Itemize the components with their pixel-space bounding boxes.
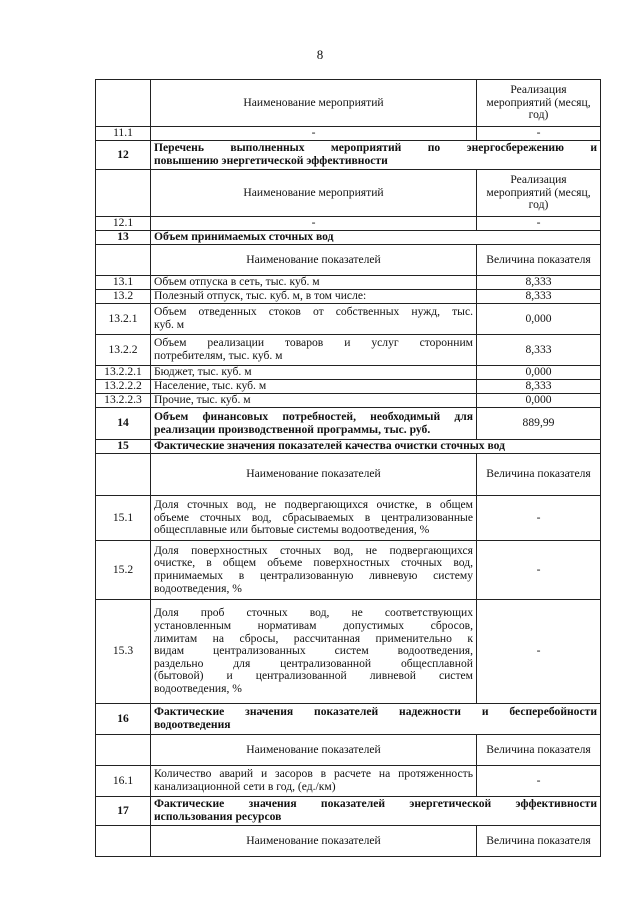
row-value: - xyxy=(477,600,601,704)
section-number: 12 xyxy=(96,141,151,170)
row-number: 13.2.2.2 xyxy=(96,380,151,394)
column-header-value: Величина показателя xyxy=(477,826,601,857)
row-label: Объем отведенных стоков от собственных нужд, тыс. куб. м xyxy=(151,304,477,335)
header-row xyxy=(96,170,601,217)
page-number: 8 xyxy=(316,47,324,62)
row-label: Объем реализации товаров и услуг сторонним потребителям, тыс. куб. м xyxy=(151,335,477,366)
table-row xyxy=(96,276,601,290)
row-value: 889,99 xyxy=(477,408,601,440)
section-title: Объем принимаемых сточных вод xyxy=(151,231,601,245)
num-cell xyxy=(96,80,151,127)
table-row xyxy=(96,766,601,797)
row-number: 15.3 xyxy=(96,600,151,704)
row-value: 8,333 xyxy=(477,276,601,290)
column-header-name: Наименование показателей xyxy=(151,826,477,857)
table-row xyxy=(96,217,601,231)
section-row xyxy=(96,440,601,454)
row-label: Население, тыс. куб. м xyxy=(151,380,477,394)
row-label: Доля сточных вод, не подвергающихся очистке, в общем объеме сточных вод, сбрасываемых в централизованные общесплавные или бытовые системы водоотведения, % xyxy=(151,496,477,541)
row-value: - xyxy=(477,217,601,231)
row-value: 8,333 xyxy=(477,335,601,366)
num-cell xyxy=(96,170,151,217)
section-number: 13 xyxy=(96,231,151,245)
header-row xyxy=(96,826,601,857)
row-number: 13.2 xyxy=(96,290,151,304)
table-row xyxy=(96,290,601,304)
row-number: 13.2.2.1 xyxy=(96,366,151,380)
row-number: 12.1 xyxy=(96,217,151,231)
column-header-value: Реализация мероприятий (месяц, год) xyxy=(477,80,601,127)
section-number: 14 xyxy=(96,408,151,440)
table-row xyxy=(96,600,601,704)
production-program-table xyxy=(95,79,601,857)
num-cell xyxy=(96,454,151,496)
table-row xyxy=(96,394,601,408)
table-row xyxy=(96,496,601,541)
row-value: 8,333 xyxy=(477,380,601,394)
section-number: 17 xyxy=(96,797,151,826)
column-header-name: Наименование мероприятий xyxy=(151,170,477,217)
row-value: - xyxy=(477,496,601,541)
row-value: - xyxy=(477,541,601,600)
num-cell xyxy=(96,245,151,276)
column-header-name: Наименование мероприятий xyxy=(151,80,477,127)
section-row xyxy=(96,231,601,245)
row-label: - xyxy=(151,217,477,231)
header-row xyxy=(96,454,601,496)
row-value: 8,333 xyxy=(477,290,601,304)
column-header-value: Величина показателя xyxy=(477,245,601,276)
section-row xyxy=(96,141,601,170)
section-title: Фактические значения показателей надежности и бесперебойности водоотведения xyxy=(151,704,601,735)
table-row xyxy=(96,380,601,394)
row-number: 13.1 xyxy=(96,276,151,290)
row-number: 15.2 xyxy=(96,541,151,600)
column-header-value: Реализация мероприятий (месяц, год) xyxy=(477,170,601,217)
section-row xyxy=(96,408,601,440)
header-row xyxy=(96,735,601,766)
row-label: Объем отпуска в сеть, тыс. куб. м xyxy=(151,276,477,290)
column-header-value: Величина показателя xyxy=(477,735,601,766)
table-row xyxy=(96,366,601,380)
row-label: Прочие, тыс. куб. м xyxy=(151,394,477,408)
row-value: 0,000 xyxy=(477,304,601,335)
header-row xyxy=(96,245,601,276)
section-title: Фактические значения показателей энергетической эффективности использования ресурсов xyxy=(151,797,601,826)
row-label: Количество аварий и засоров в расчете на протяженность канализационной сети в год, (ед./км) xyxy=(151,766,477,797)
row-number: 15.1 xyxy=(96,496,151,541)
section-number: 16 xyxy=(96,704,151,735)
column-header-name: Наименование показателей xyxy=(151,245,477,276)
row-number: 11.1 xyxy=(96,127,151,141)
row-label: Доля проб сточных вод, не соответствующих установленным нормативам допустимых сбросов, лимитам на сбросы, рассчитанная применительно к видам централизованных систем водоотведения, раздельно для централизованной общесплавной (бытовой) и централизованной ливневой систем водоотведения, % xyxy=(151,600,477,704)
section-title: Фактические значения показателей качества очистки сточных вод xyxy=(151,440,601,454)
row-value: 0,000 xyxy=(477,394,601,408)
section-title: Перечень выполненных мероприятий по энергосбережению и повышению энергетической эффективности xyxy=(151,141,601,170)
section-row xyxy=(96,797,601,826)
row-number: 13.2.1 xyxy=(96,304,151,335)
table-row xyxy=(96,127,601,141)
table-row xyxy=(96,304,601,335)
row-value: 0,000 xyxy=(477,366,601,380)
row-number: 16.1 xyxy=(96,766,151,797)
row-number: 13.2.2.3 xyxy=(96,394,151,408)
row-label: Доля поверхностных сточных вод, не подвергающихся очистке, в общем объеме поверхностных сточных вод, принимаемых в централизованную ливневую систему водоотведения, % xyxy=(151,541,477,600)
num-cell xyxy=(96,735,151,766)
column-header-name: Наименование показателей xyxy=(151,735,477,766)
row-value: - xyxy=(477,766,601,797)
row-value: - xyxy=(477,127,601,141)
column-header-value: Величина показателя xyxy=(477,454,601,496)
table-row xyxy=(96,541,601,600)
table-row xyxy=(96,335,601,366)
section-row xyxy=(96,704,601,735)
row-label: Полезный отпуск, тыс. куб. м, в том числе: xyxy=(151,290,477,304)
header-row xyxy=(96,80,601,127)
row-label: Бюджет, тыс. куб. м xyxy=(151,366,477,380)
column-header-name: Наименование показателей xyxy=(151,454,477,496)
section-title: Объем финансовых потребностей, необходимый для реализации производственной программы, тыс. руб. xyxy=(151,408,477,440)
num-cell xyxy=(96,826,151,857)
row-number: 13.2.2 xyxy=(96,335,151,366)
section-number: 15 xyxy=(96,440,151,454)
row-label: - xyxy=(151,127,477,141)
